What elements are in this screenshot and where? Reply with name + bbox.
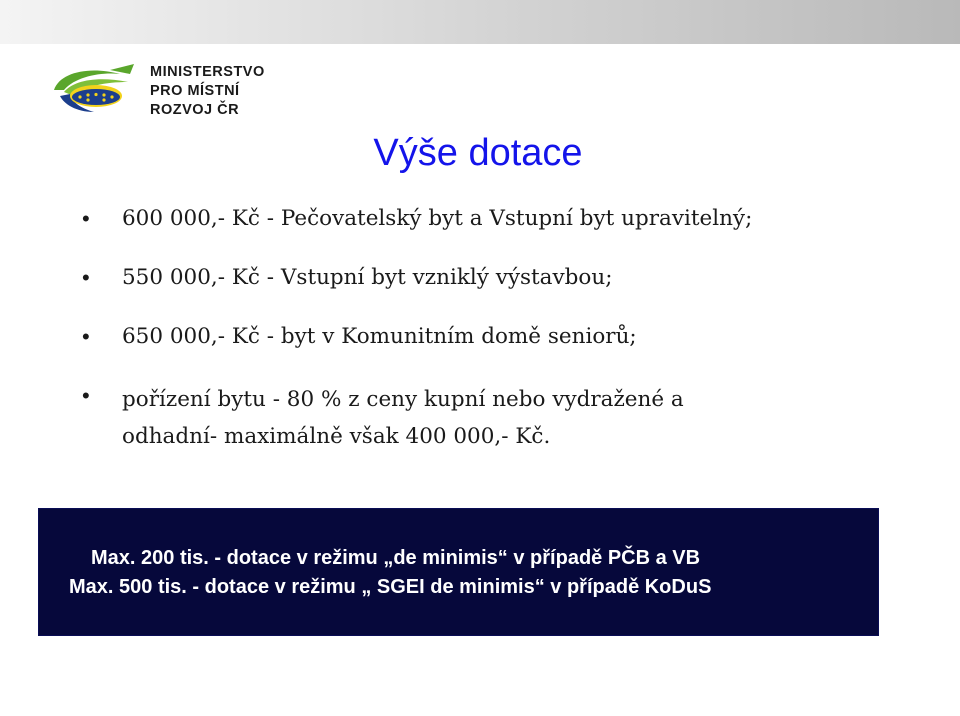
info-box: [38, 508, 879, 636]
page-title: [0, 132, 960, 175]
list-item-text: 550 000,- Kč - Vstupní byt vzniklý výstavbou;: [122, 265, 613, 290]
info-box-line-2: Max. 500 tis. - dotace v režimu „ SGEI de minimis“ v případě KoDuS: [69, 576, 712, 598]
bullet-dot-icon: •: [82, 265, 90, 290]
list-item: [82, 381, 912, 455]
ministry-logo-icon: [50, 60, 140, 116]
list-item: [82, 263, 912, 293]
list-item: [82, 204, 912, 234]
list-item-text-line-2: odhadní- maximálně však 400 000,- Kč.: [122, 424, 551, 449]
logo-line-2: PRO MÍSTNÍ: [150, 83, 240, 99]
ministry-logo: [50, 60, 290, 120]
logo-wordmark: [150, 63, 265, 120]
list-item-text-line-1: pořízení bytu - 80 % z ceny kupní nebo vydražené a: [122, 387, 684, 412]
logo-line-3: ROZVOJ ČR: [150, 102, 240, 118]
bullet-dot-icon: •: [82, 324, 90, 349]
info-box-line-1: Max. 200 tis. - dotace v režimu „de minimis“ v případě PČB a VB: [91, 547, 701, 569]
page-title-text: Výše dotace: [373, 132, 583, 174]
bullet-dot-icon: •: [82, 206, 90, 231]
subsidy-list: [82, 204, 912, 484]
list-item-text: 600 000,- Kč - Pečovatelský byt a Vstupní byt upravitelný;: [122, 206, 753, 231]
bullet-dot-icon: •: [82, 383, 90, 408]
top-header-bar: [0, 0, 960, 44]
logo-line-1: MINISTERSTVO: [150, 64, 265, 80]
list-item-text: 650 000,- Kč - byt v Komunitním domě seniorů;: [122, 324, 637, 349]
list-item: [82, 322, 912, 352]
